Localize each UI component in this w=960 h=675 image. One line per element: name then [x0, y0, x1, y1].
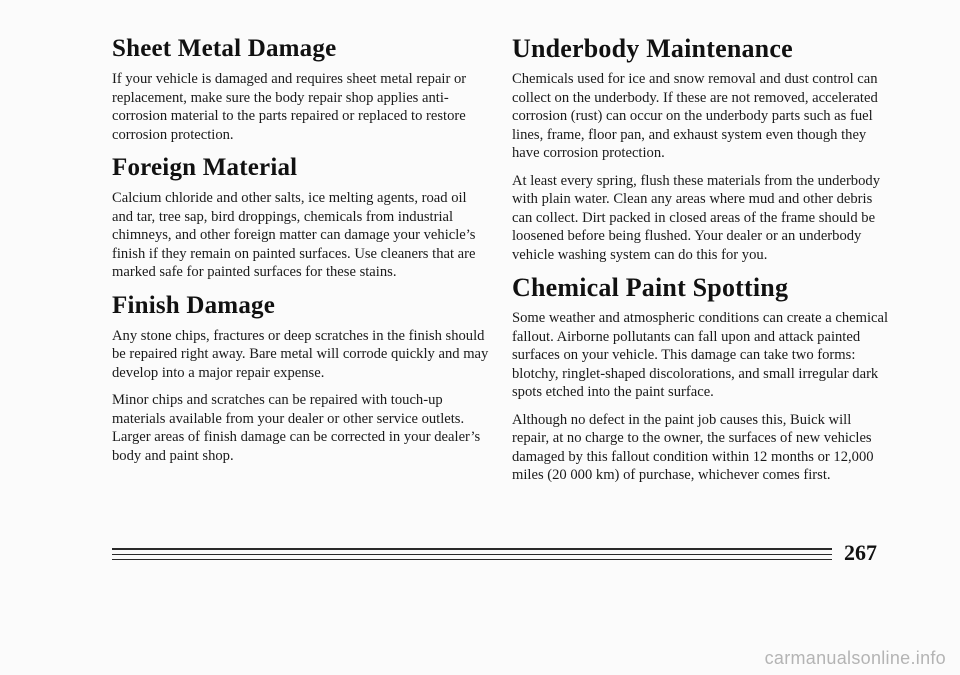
watermark: carmanualsonline.info	[764, 648, 946, 668]
right-column	[512, 34, 890, 494]
section-heading: Chemical Paint Spotting	[512, 273, 789, 302]
left-column	[112, 34, 490, 474]
section-paragraph: If your vehicle is damaged and requires sheet metal repair or replacement, make sure the body repair shop applies anti-corrosion material to the parts repaired or replaced to restore corrosion protection.	[112, 71, 467, 143]
section-sheet-metal-damage	[112, 34, 490, 144]
section-heading: Sheet Metal Damage	[112, 35, 337, 62]
section-heading: Finish Damage	[112, 291, 276, 319]
footer-rule	[112, 559, 832, 560]
section-paragraph: Minor chips and scratches can be repaired with touch-up materials available from your dealer or other service outlets. Larger areas of finish damage can be corrected in your dealer’s body and paint shop.	[112, 392, 481, 464]
section-paragraph: At least every spring, flush these materials from the underbody with plain water. Clean any areas where mud and other debris can collect. Dirt packed in closed areas of the frame should be loosened before being flushed. Your dealer or an underbody vehicle washing system can do this for you.	[512, 172, 880, 263]
footer-rule	[112, 554, 832, 555]
footer-rule	[112, 548, 832, 550]
section-heading: Underbody Maintenance	[512, 34, 793, 63]
section-paragraph: Calcium chloride and other salts, ice melting agents, road oil and tar, tree sap, bird droppings, chemicals from industrial chimneys, and other foreign matter can damage your vehicle’s finish if they remain on painted surfaces. Use cleaners that are marked safe for painted surfaces for these stains.	[112, 190, 476, 280]
section-finish-damage	[112, 291, 490, 466]
section-paragraph: Some weather and atmospheric conditions can create a chemical fallout. Airborne pollutants can fall upon and attack painted surfaces on your vehicle. This damage can take two forms: blotchy, ringlet-shaped discolorations, and small irregular dark spots etched into the paint surface.	[512, 310, 889, 400]
section-paragraph: Chemicals used for ice and snow removal and dust control can collect on the underbody. If these are not removed, accelerated corrosion (rust) can occur on the underbody parts such as fuel lines, frame, floor pan, and exhaust system even though they have corrosion protection.	[512, 71, 878, 161]
page-number: 267	[844, 540, 877, 565]
section-foreign-material	[112, 153, 490, 282]
section-underbody-maintenance	[512, 34, 890, 264]
section-chemical-paint-spotting	[512, 273, 890, 485]
section-paragraph: Although no defect in the paint job causes this, Buick will repair, at no charge to the owner, the surfaces of new vehicles damaged by this fallout condition within 12 months or 12,000 miles (20 000 km) of purchase, whichever comes first.	[512, 411, 874, 483]
section-heading: Foreign Material	[112, 154, 298, 181]
section-paragraph: Any stone chips, fractures or deep scratches in the finish should be repaired right away. Bare metal will corrode quickly and may develop into a major repair expense.	[112, 327, 489, 381]
